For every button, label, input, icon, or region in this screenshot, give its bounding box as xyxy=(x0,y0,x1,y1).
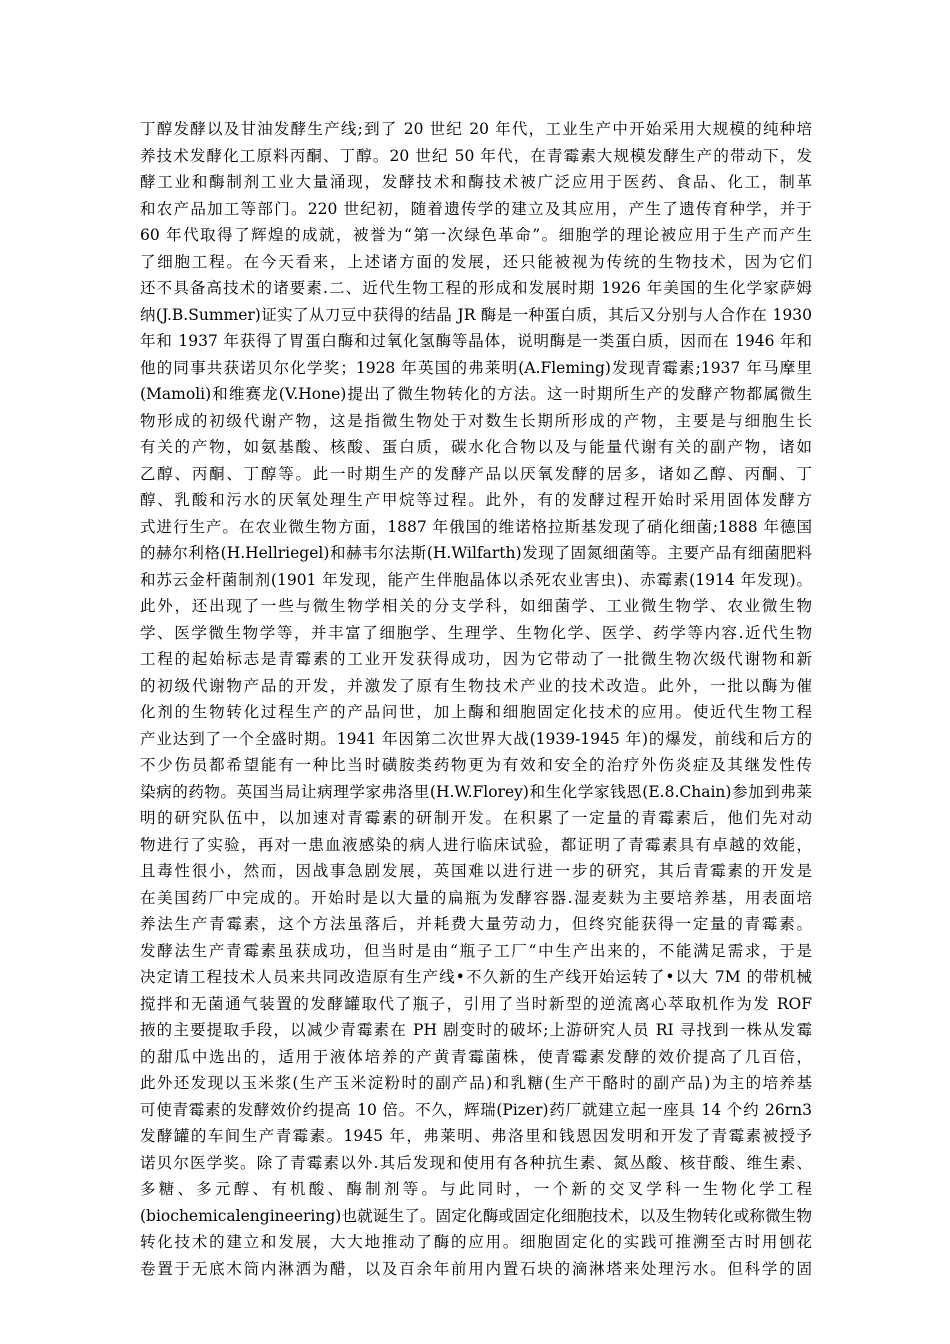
text-line: 工程的起始标志是青霉素的工业开发获得成功，因为它带动了一批微生物次级代谢物和新 xyxy=(140,650,812,668)
text-line: 了细胞工程。在今天看来，上述诸方面的发展，还只能被视为传统的生物技术，因为它们 xyxy=(140,252,812,271)
text-line: 的赫尔利格(H.Hellriegel)和赫韦尔法斯(H.Wilfarth)发现了固氮细菌等。主要产品有细菌肥料 xyxy=(140,544,812,562)
text-line: 式进行生产。在农业微生物方面，1887 年俄国的维诺格拉斯基发现了硝化细菌;1888 年德国 xyxy=(140,517,812,536)
text-line: 可使青霉素的发酵效价约提高 10 倍。不久，辉瑞(Pizer)药厂就建立起一座具 14 个约 26rn3 xyxy=(140,1100,812,1119)
text-line: 有关的产物，如氨基酸、核酸、蛋白质，碳水化合物以及与能量代谢有关的副产物，诸如 xyxy=(140,438,812,456)
text-line: 他的同事共获诺贝尔化学奖；1928 年英国的弗莱明(A.Fleming)发现青霉素;1937 年马摩里 xyxy=(140,358,812,377)
text-line: 年和 1937 年获得了胃蛋白酶和过氧化氢酶等晶体，说明酶是一类蛋白质，因而在 1946 年和 xyxy=(140,332,812,350)
text-line: 酵工业和酶制剂工业大量涌现，发酵技术和酶技术被广泛应用于医药、食品、化工，制革 xyxy=(140,173,812,191)
text-line: 的甜瓜中选出的，适用于液体培养的产黄青霉菌株，使青霉素发酵的效价提高了几百倍， xyxy=(140,1047,812,1066)
text-line: 明的研究队伍中，以加速对青霉素的研制开发。在积累了一定量的青霉素后，他们先对动 xyxy=(140,809,812,827)
text-line: 此外，还出现了一些与微生物学相关的分支学科，如细菌学、工业微生物学、农业微生物 xyxy=(140,597,812,615)
text-line: 丁醇发酵以及甘油发酵生产线;到了 20 世纪 20 年代，工业生产中开始采用大规模的纯种培 xyxy=(140,120,812,138)
text-line: 纳(J.B.Summer)证实了从刀豆中获得的结晶 JR 酶是一种蛋白质，其后又分别与人合作在 1930 xyxy=(140,305,812,324)
text-line: 多糖、多元醇、有机酸、酶制剂等。与此同时，一个新的交叉学科一生物化学工程 xyxy=(140,1180,812,1198)
text-line: 还不具备高技术的诸要素.二、近代生物工程的形成和发展时期 1926 年美国的生化学家萨姆 xyxy=(140,279,812,297)
text-line: 物进行了实验，再对一患血液感染的病人进行临床试验，都证明了青霉素具有卓越的效能， xyxy=(140,835,812,854)
text-line: 发酵罐的车间生产青霉素。1945 年，弗莱明、弗洛里和钱恩因发明和开发了青霉素被授予 xyxy=(140,1127,812,1145)
text-line: 且毒性很小，然而，因战事急剧发展，英国难以进行进一步的研究，其后青霉素的开发是 xyxy=(140,862,812,880)
text-line: 在美国药厂中完成的。开始时是以大量的扁瓶为发酵容器.湿麦麸为主要培养基，用表面培 xyxy=(140,888,812,907)
text-line: 养法生产青霉素，这个方法虽落后，并耗费大量劳动力，但终究能获得一定量的青霉素。 xyxy=(140,915,812,933)
text-line: 化剂的生物转化过程生产的产品问世，加上酶和细胞固定化技术的应用。使近代生物工程 xyxy=(140,703,812,721)
text-line: 学、医学微生物学等，并丰富了细胞学、生理学、生物化学、医学、药学等内容.近代生物 xyxy=(140,623,812,642)
text-line: 此外还发现以玉米浆(生产玉米淀粉时的副产品)和乳糖(生产干酪时的副产品)为主的培养基 xyxy=(140,1074,812,1092)
text-line: 卷置于无底木筒内淋洒为醋，以及百余年前用内置石块的滴淋塔来处理污水。但科学的固 xyxy=(140,1259,812,1278)
text-line: 掖的主要提取手段，以减少青霉素在 PH 剧变时的破坏;上游研究人员 RI 寻找到一株从发霉 xyxy=(140,1021,812,1039)
text-line: 物形成的初级代谢产物，这是指微生物处于对数生长期所形成的产物，主要是与细胞生长 xyxy=(140,411,812,430)
text-line: 和农产品加工等部门。220 世纪初，随着遗传学的建立及其应用，产生了遗传育种学，并于 xyxy=(140,199,812,218)
text-line: 转化技术的建立和发展，大大地推动了酶的应用。细胞固定化的实践可推溯至古时用刨花 xyxy=(140,1233,812,1251)
text-line: 醇、乳酸和污水的厌氧处理生产甲烷等过程。此外，有的发酵过程开始时采用固体发酵方 xyxy=(140,491,812,509)
text-line: 乙醇、丙酮、丁醇等。此一时期生产的发酵产品以厌氧发酵的居多，诸如乙醇、丙酮、丁 xyxy=(140,464,812,483)
text-line: 决定请工程技术人员来共同改造原有生产线•不久新的生产线开始运转了•以大 7M 的带机械 xyxy=(140,968,812,986)
text-line: 发酵法生产青霉素虽获成功，但当时是由“瓶子工厂“中生产出来的，不能满足需求，于是 xyxy=(140,941,812,960)
text-line: 养技术发酵化工原料丙酮、丁醇。20 世纪 50 年代，在青霉素大规模发酵生产的带动下，发 xyxy=(140,146,812,165)
body-text xyxy=(140,116,812,1282)
text-line: 产业达到了一个全盛时期。1941 年因第二次世界大战(1939-1945 年)的爆发，前线和后方的 xyxy=(140,729,812,748)
text-line: 的初级代谢物产品的开发，并激发了原有生物技术产业的技术改造。此外，一批以酶为催 xyxy=(140,676,812,695)
text-line: (biochemicalengineering)也就诞生了。固定化酶或固定化细胞技术，以及生物转化或称微生物 xyxy=(140,1206,812,1225)
text-line: 诺贝尔医学奖。除了青霉素以外.其后发现和使用有各种抗生素、氮丛酸、核苷酸、维生素、 xyxy=(140,1153,812,1172)
text-line: (Mamoli)和维赛龙(V.Hone)提出了微生物转化的方法。这一时期所生产的发酵产物都属微生 xyxy=(140,385,812,403)
text-line: 不少伤员都希望能有一种比当时磺胺类药物更为有效和安全的治疗外伤炎症及其继发性传 xyxy=(140,756,812,774)
text-line: 60 年代取得了辉煌的成就，被誉为“第一次绿色革命”。细胞学的理论被应用于生产而产生 xyxy=(140,226,812,244)
text-line: 染病的药物。英国当局让病理学家弗洛里(H.W.Florey)和生化学家钱恩(E.8.Chain)参加到弗莱 xyxy=(140,782,812,801)
text-line: 和苏云金杆菌制剂(1901 年发现，能产生伴胞晶体以杀死农业害虫)、赤霉素(1914 年发现)。 xyxy=(140,570,812,589)
text-line: 搅拌和无菌通气装置的发酵罐取代了瓶子，引用了当时新型的逆流离心萃取机作为发 ROF xyxy=(140,994,812,1013)
